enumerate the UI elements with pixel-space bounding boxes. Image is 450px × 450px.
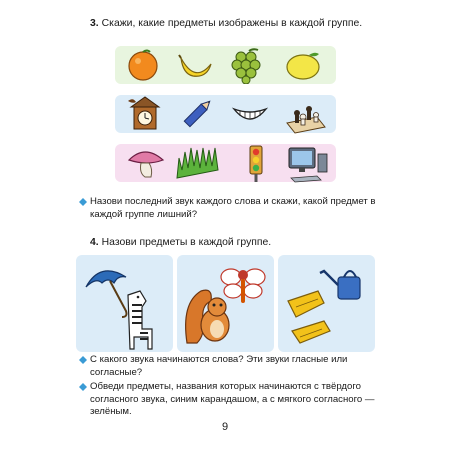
chess-picture: [283, 95, 327, 135]
picture-row-mixed: [115, 144, 336, 182]
traffic-light-picture: [241, 144, 271, 184]
diamond-bullet-icon: [79, 356, 87, 364]
picture-panel-squirrel-dragonfly: [177, 255, 274, 352]
orange-picture: [125, 46, 161, 84]
task-text: Скажи, какие предметы изображены в каждой группе.: [101, 18, 363, 29]
task-number: 3.: [90, 18, 99, 29]
picture-row-fruits: [115, 46, 336, 84]
task-3-title: [90, 17, 362, 30]
computer-picture: [285, 144, 331, 184]
picture-panel-umbrella-zebra: [76, 255, 173, 352]
question-text: С какого звука начинаются слова? Эти звуки гласные или согласные?: [90, 354, 348, 378]
zebra-picture: [76, 255, 173, 352]
picture-panel-flippers-can: [278, 255, 375, 352]
task-number: 4.: [90, 237, 99, 248]
mushroom-picture: [127, 144, 167, 182]
task-3-question: [90, 196, 390, 221]
cuckoo-clock-picture: [125, 95, 165, 141]
diamond-bullet-icon: [79, 383, 87, 391]
question-text: Назови последний звук каждого слова и скажи, какой предмет в каждой группе лишний?: [90, 196, 376, 220]
dragonfly-picture: [177, 255, 274, 352]
grapes-picture: [229, 46, 265, 84]
diamond-bullet-icon: [79, 198, 87, 206]
task-text: Назови предметы в каждой группе.: [101, 237, 272, 248]
task-4-title: [90, 236, 271, 249]
smile-picture: [230, 95, 270, 133]
lemon-picture: [283, 46, 323, 84]
picture-row-objects: [115, 95, 336, 133]
pencil-picture: [177, 95, 217, 133]
task-4-question-1: [90, 354, 390, 379]
page-number: 9: [221, 421, 229, 433]
task-4-question-2: [90, 381, 390, 419]
question-text: Обведи предметы, названия которых начинаются с твёрдого согласного звука, синим карандашом, а с мягкого согласного — зелёным.: [90, 381, 375, 417]
banana-picture: [177, 46, 213, 84]
grass-picture: [175, 144, 223, 182]
watering-can-picture: [278, 255, 375, 352]
